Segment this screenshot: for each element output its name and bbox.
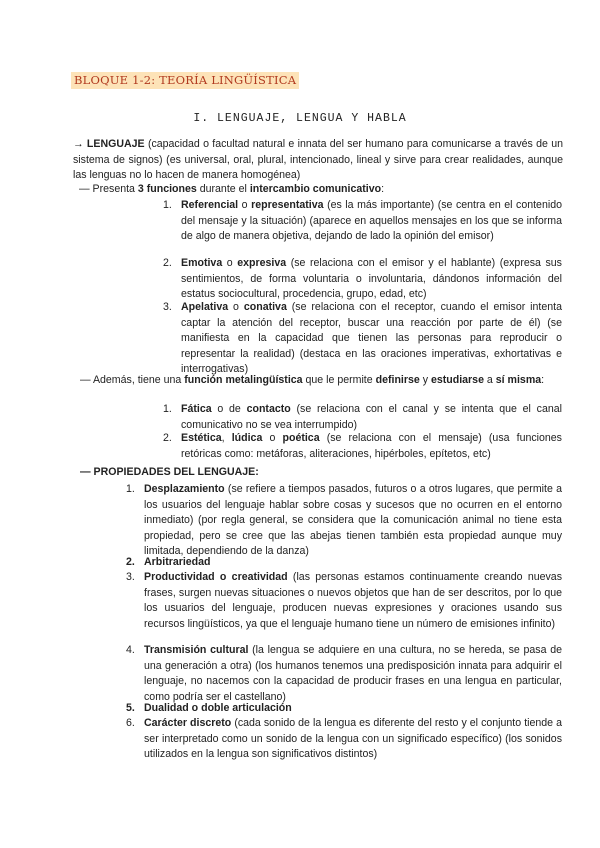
function-1-alt-name: representativa: [251, 199, 324, 211]
property-2: [144, 555, 562, 571]
section-tag: BLOQUE 1-2: TEORÍA LINGÜÍSTICA: [71, 72, 299, 89]
property-2-number: 2.: [126, 556, 135, 568]
functions-intro-prefix: — Presenta: [79, 183, 135, 195]
properties-title: — PROPIEDADES DEL LENGUAJE:: [80, 466, 259, 478]
function-1-or: o: [241, 199, 248, 211]
function-3-text: (se relaciona con el receptor, cuando el emisor intenta captar la atención del receptor, buscar una reacción por parte de él) (se manifiesta en la capacidad que tienen las personas para reproducir o representar la realidad) (destaca en las oraciones imperativas, exhortativas e interrogativas): [181, 301, 562, 375]
function-3-number: 3.: [163, 301, 172, 313]
meta-item-2-sep: ,: [221, 432, 225, 444]
property-6-name: Carácter discreto: [144, 717, 232, 729]
meta-function-name: función metalingüística: [184, 374, 303, 386]
property-3-number: 3.: [126, 571, 135, 583]
property-1-number: 1.: [126, 483, 135, 495]
property-4: [144, 643, 562, 705]
property-1: [144, 482, 562, 560]
property-6: [144, 716, 562, 763]
function-2-number: 2.: [163, 257, 172, 269]
page-title: I. LENGUAJE, LENGUA Y HABLA: [193, 112, 407, 125]
intro-text: (capacidad o facultad natural e innata del ser humano para comunicarse a través de un sistema de signos) (es universal, oral, plural, intencionado, lineal y sirve para crear realidades, aunque las lenguas no lo hacen de manera homogénea): [73, 138, 563, 181]
property-4-name: Transmisión cultural: [144, 644, 249, 656]
intro-paragraph: [73, 137, 563, 184]
meta-suffix: :: [541, 374, 545, 386]
meta-item-1-or: o de: [217, 403, 241, 415]
meta-item-1-alt-name: contacto: [246, 403, 291, 415]
property-1-text: (se refiere a tiempos pasados, futuros o a otros lugares, que permite a los usuarios del lenguaje hablar sobre cosas y sucesos que no ocurren en el entorno inmediato) (por regla general, se considera que la comunicación animal no tiene esta propiedad, pero se cree que las abejas tienen también esta propiedad aunque muy limitada, dependiendo de la danza): [144, 483, 562, 557]
functions-intro-suffix: :: [381, 183, 385, 195]
property-4-text: (la lengua se adquiere en una cultura, no se hereda, se pasa de una generación a otra) (los humanos tenemos una predisposición innata para adquirir el lenguaje, no nacemos con la capacidad de producir frases en una lengua en particular, como podría ser el castellano): [144, 644, 562, 703]
meta-item-1-name: Fática: [181, 403, 212, 415]
property-4-number: 4.: [126, 644, 135, 656]
function-1-number: 1.: [163, 199, 172, 211]
function-1: [181, 198, 562, 245]
functions-intro: [79, 182, 559, 198]
property-5-name: Dualidad o doble articulación: [144, 702, 292, 714]
meta-item-2-text: (se relaciona con el mensaje) (usa funciones retóricas como: metáforas, aliteraciones, hipérboles, epítetos, etc): [181, 432, 562, 460]
function-2-alt-name: expresiva: [237, 257, 287, 269]
property-3-text: (las personas estamos continuamente creando nuevas frases, surgen nuevas situaciones o nuevos objetos que han de ser descritos, por lo que los usuarios del lenguaje, producen nuevas expresiones y oraciones usando sus recursos lingüísticos, ya que el lenguaje humano tiene un número de emisiones infinito): [144, 571, 562, 630]
meta-item-2-third-name: poética: [282, 432, 320, 444]
property-6-number: 6.: [126, 717, 135, 729]
meta-item-1: [181, 402, 562, 433]
functions-intro-middle: durante el: [199, 183, 247, 195]
intro-term: LENGUAJE: [86, 138, 145, 150]
meta-item-2-name: Estética: [181, 432, 222, 444]
property-3-name: Productividad o creatividad: [144, 571, 288, 583]
function-1-name: Referencial: [181, 199, 239, 211]
meta-study: estudiarse: [430, 374, 484, 386]
property-2-name: Arbitrariedad: [144, 556, 211, 568]
meta-item-2-or: o: [269, 432, 276, 444]
function-1-text: (es la más importante) (se centra en el contenido del mensaje y la situación) (aparece en aquellos mensajes en los que se informa de algo de manera objetiva, dejando de lado la opinión del emisor): [181, 199, 562, 242]
function-3-name: Apelativa: [181, 301, 229, 313]
meta-item-2-number: 2.: [163, 432, 172, 444]
property-3: [144, 570, 562, 632]
meta-item-2: [181, 431, 562, 462]
function-2-or: o: [226, 257, 233, 269]
metalinguistic-intro: [80, 373, 562, 389]
meta-middle: que le permite: [305, 374, 373, 386]
meta-itself: sí misma: [495, 374, 542, 386]
meta-item-2-alt-name: lúdica: [231, 432, 263, 444]
functions-count: 3 funciones: [137, 183, 197, 195]
function-3-alt-name: conativa: [243, 301, 287, 313]
meta-item-1-number: 1.: [163, 403, 172, 415]
function-2-text: (se relaciona con el emisor y el hablante) (expresa sus sentimientos, de forma voluntaria o involuntaria, dándonos información del estatus sociocultural, procedencia, grupo, edad, etc): [181, 257, 562, 300]
function-2: [181, 256, 562, 303]
function-3: [181, 300, 562, 378]
meta-to: a: [486, 374, 493, 386]
property-1-name: Desplazamiento: [144, 483, 225, 495]
meta-and: y: [422, 374, 429, 386]
function-3-or: o: [233, 301, 239, 313]
meta-define: definirse: [375, 374, 420, 386]
property-5: [144, 701, 562, 717]
property-6-text: (cada sonido de la lengua es diferente del resto y el conjunto tiende a ser interpretado como un sonido de la lengua con un significado específico) (los sonidos utilizados en la lengua son significativos distintos): [144, 717, 562, 760]
meta-item-1-text: (se relaciona con el canal y se intenta que el canal comunicativo no se vea interrumpido): [181, 403, 562, 431]
meta-prefix: — Además, tiene una: [80, 374, 182, 386]
function-2-name: Emotiva: [181, 257, 223, 269]
property-5-number: 5.: [126, 702, 135, 714]
arrow-icon: →: [73, 138, 84, 150]
functions-intro-bold: intercambio comunicativo: [249, 183, 382, 195]
